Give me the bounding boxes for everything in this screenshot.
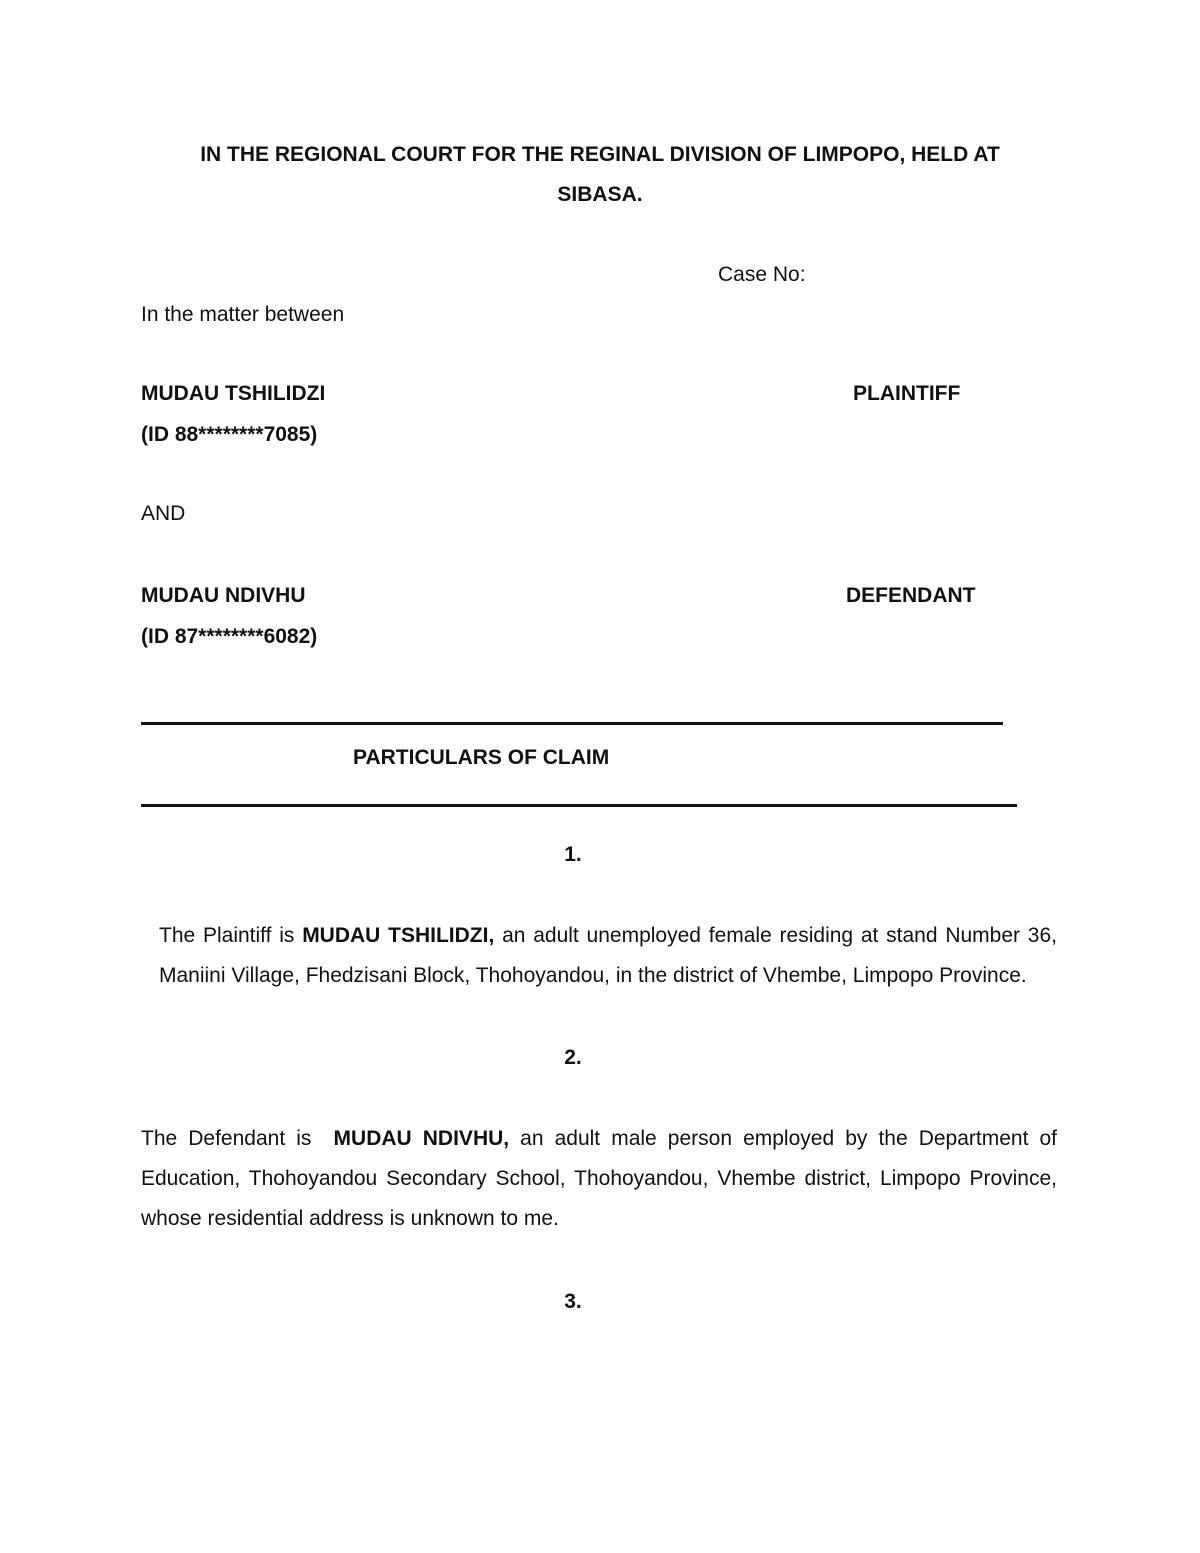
- paragraph-number-1: 1.: [564, 843, 582, 866]
- and-separator: AND: [141, 502, 186, 525]
- paragraph-1-body: an adult unemployed female residing at stand Number 36, Maniini Village, Fhedzisani Block, Thohoyandou, in the district of Vhembe, Limpopo Province.: [159, 924, 1057, 987]
- paragraph-2-lead: The Defendant is: [141, 1127, 334, 1150]
- paragraph-2-body: an adult male person employed by the Department of Education, Thohoyandou Secondary School, Thohoyandou, Vhembe district, Limpopo Province, whose residential address is unknown to me.: [141, 1127, 1057, 1230]
- paragraph-number-2: 2.: [564, 1046, 582, 1069]
- plaintiff-id: (ID 88********7085): [141, 423, 318, 446]
- defendant-role: DEFENDANT: [846, 584, 976, 607]
- defendant-id: (ID 87********6082): [141, 625, 318, 648]
- plaintiff-name: MUDAU TSHILIDZI: [141, 382, 326, 405]
- paragraph-1-party-name: MUDAU TSHILIDZI,: [302, 924, 495, 947]
- case-number-label: Case No:: [718, 263, 806, 286]
- plaintiff-role: PLAINTIFF: [853, 382, 961, 405]
- divider-line-top: [141, 722, 1003, 725]
- paragraph-2: [141, 1119, 1057, 1239]
- paragraph-1: [159, 916, 1057, 996]
- matter-between: In the matter between: [141, 303, 345, 326]
- court-title-line-1: IN THE REGIONAL COURT FOR THE REGINAL DIVISION OF LIMPOPO, HELD AT: [200, 143, 1000, 166]
- divider-line-bottom: [141, 804, 1017, 807]
- paragraph-2-party-name: MUDAU NDIVHU,: [333, 1127, 510, 1150]
- paragraph-1-lead: The Plaintiff is: [159, 924, 303, 947]
- paragraph-number-3: 3.: [564, 1290, 582, 1313]
- defendant-name: MUDAU NDIVHU: [141, 584, 306, 607]
- court-title-line-2: SIBASA.: [557, 183, 643, 206]
- section-title: PARTICULARS OF CLAIM: [353, 746, 610, 769]
